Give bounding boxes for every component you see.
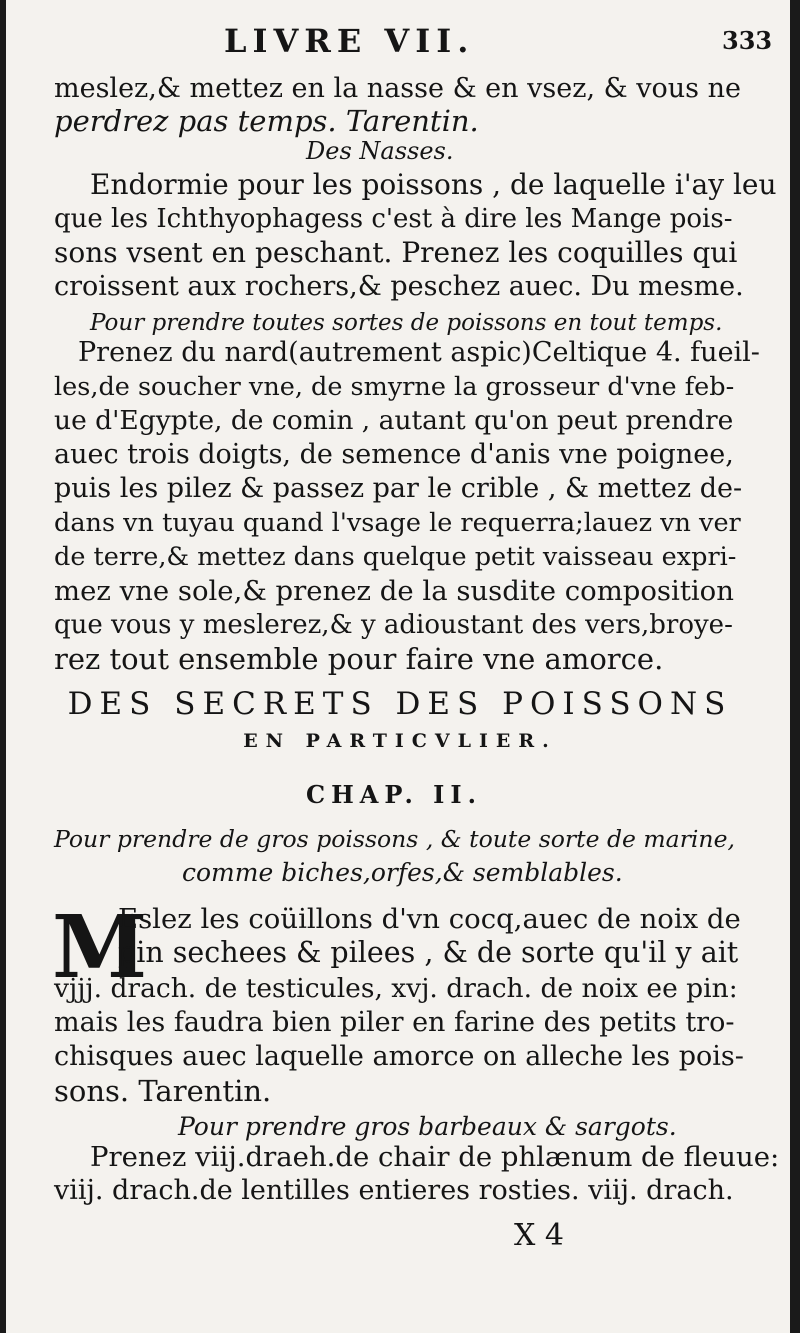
text-line: Prenez viij.draeh.de chair de phlænum de fleuue: — [90, 1141, 780, 1173]
text-line: mais les faudra bien piler en farine des petits tro- — [54, 1007, 735, 1038]
text-line: que les Ichthyophagess c'est à dire les Mange pois- — [54, 204, 733, 234]
text-line: les,de soucher vne, de smyrne la grosseur d'vne feb- — [54, 372, 735, 402]
text-line: pin sechees & pilees , & de sorte qu'il y ait — [118, 936, 739, 969]
recipe-subhead: Pour prendre gros barbeaux & sargots. — [178, 1112, 677, 1141]
book-page — [6, 0, 790, 1333]
subheading-toutes-sortes: Pour prendre toutes sortes de poissons en tout temps. — [90, 310, 723, 336]
chapter-subhead: Pour prendre de gros poissons , & toute sorte de marine, — [54, 825, 735, 853]
text-line: Prenez du nard(autrement aspic)Celtique 4. fueil- — [78, 337, 760, 368]
text-line: Eslez les coüillons d'vn cocq,auec de noix de — [118, 903, 741, 935]
chapter-subhead: comme biches,orfes,& semblables. — [182, 858, 623, 887]
text-line: puis les pilez & passez par le crible , & mettez de- — [54, 473, 743, 504]
drop-capital: M — [52, 897, 148, 998]
text-line: chisques auec laquelle amorce on alleche les pois- — [54, 1041, 744, 1072]
running-head-title: LIVRE VII. — [224, 22, 475, 60]
running-head — [6, 22, 790, 62]
text-line: ue d'Egypte, de comin , autant qu'on peut prendre — [54, 405, 734, 436]
text-line: mez vne sole,& prenez de la susdite composition — [54, 575, 734, 607]
subheading-nasses: Des Nasses. — [306, 137, 454, 165]
text-line: rez tout ensemble pour faire vne amorce. — [54, 642, 664, 676]
text-line: perdrez pas temps. Tarentin. — [54, 104, 479, 138]
text-line: meslez,& mettez en la nasse & en vsez, & vous ne — [54, 73, 741, 104]
text-line: dans vn tuyau quand l'vsage le requerra;lauez vn ver — [54, 508, 741, 538]
chapter-heading: CHAP. II. — [306, 780, 482, 809]
text-line: sons vsent en peschant. Prenez les coquilles qui — [54, 236, 738, 269]
text-line: de terre,& mettez dans quelque petit vaisseau expri- — [54, 542, 737, 572]
section-subtitle: EN PARTICVLIER. — [243, 730, 557, 752]
signature-mark: X 4 — [514, 1218, 564, 1253]
text-line: que vous y meslerez,& y adioustant des vers,broye- — [54, 610, 733, 640]
text-line: croissent aux rochers,& peschez auec. Du mesme. — [54, 271, 744, 302]
text-line: auec trois doigts, de semence d'anis vne poignee, — [54, 439, 734, 470]
page-number: 333 — [722, 26, 773, 55]
text-line: viij. drach.de lentilles entieres rosties. viij. drach. — [54, 1175, 734, 1206]
text-line: vjjj. drach. de testicules, xvj. drach. de noix ee pin: — [54, 973, 738, 1004]
text-line: sons. Tarentin. — [54, 1074, 272, 1108]
text-line: Endormie pour les poissons , de laquelle i'ay leu — [90, 168, 777, 201]
section-title: DES SECRETS DES POISSONS — [67, 686, 733, 722]
